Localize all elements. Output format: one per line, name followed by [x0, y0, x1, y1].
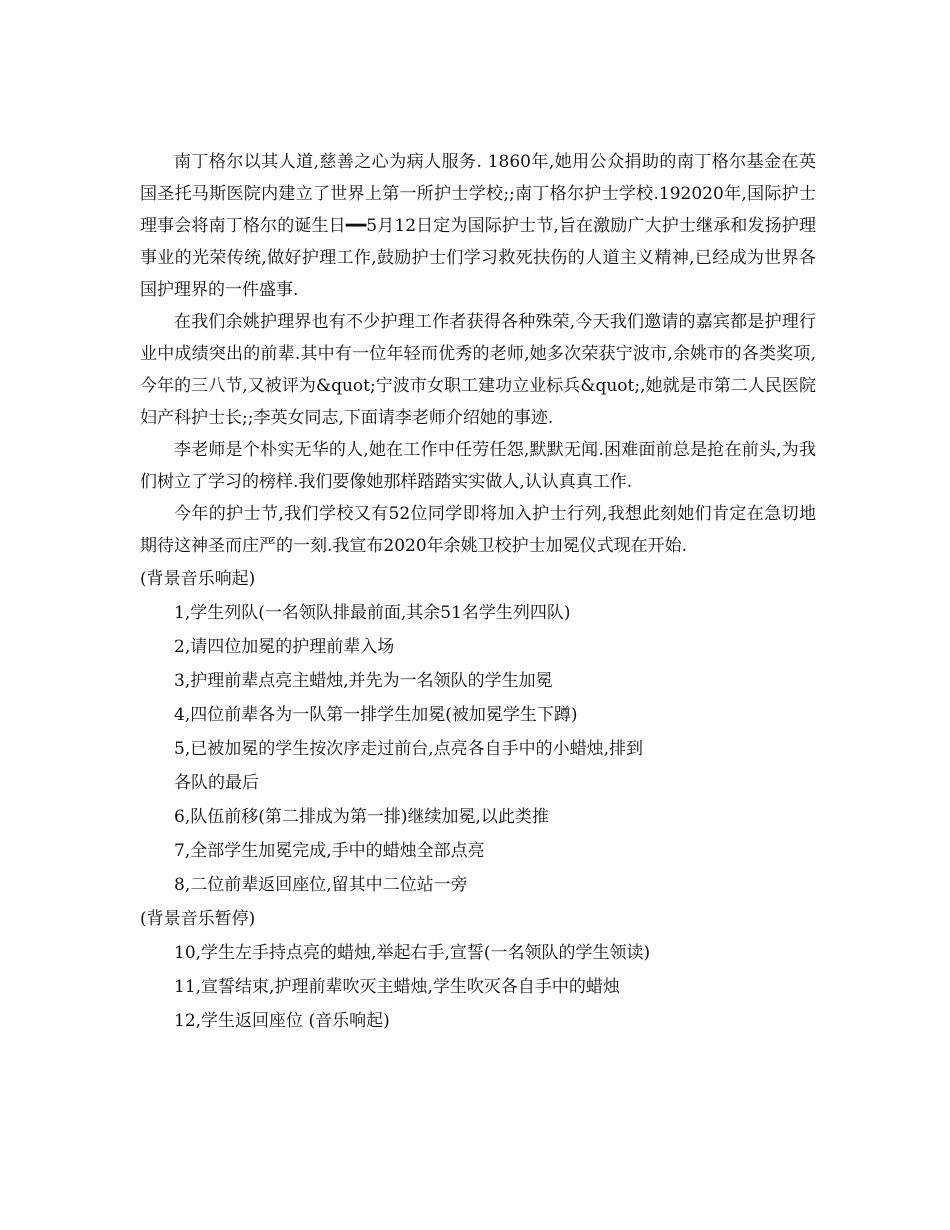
list-item: 12,学生返回座位 (音乐响起) [174, 1011, 390, 1031]
paragraph-teacher-li: 李老师是个朴实无华的人,她在工作中任劳任怨,默默无闻.困难面前总是抢在前头,为我们树立了学习的榜样.我们要像她那样踏踏实实做人,认认真真工作. [140, 440, 816, 492]
document-body [140, 146, 816, 1038]
paragraph-nightingale: 南丁格尔以其人道,慈善之心为病人服务. 1860年,她用公众捐助的南丁格尔基金在英国圣托马斯医院内建立了世界上第一所护士学校;;南丁格尔护士学校.192020年,国际护士理事会将南丁格尔的诞生日━━5月12日定为国际护士节,旨在激励广大护士继承和发扬护理事业的光荣传统,做好护理工作,鼓励护士们学习救死扶伤的人道主义精神,已经成为世界各国护理界的一件盛事. [140, 152, 816, 300]
list-item: 各队的最后 [174, 773, 259, 793]
list-item: 1,学生列队(一名领队排最前面,其余51名学生列四队) [174, 603, 571, 623]
oath-steps-list [140, 936, 816, 1038]
list-item: 2,请四位加冕的护理前辈入场 [174, 637, 395, 657]
ceremony-steps-list [140, 596, 816, 902]
list-item: 3,护理前辈点亮主蜡烛,并先为一名领队的学生加冕 [174, 671, 553, 691]
list-item: 7,全部学生加冕完成,手中的蜡烛全部点亮 [174, 841, 485, 861]
list-item: 11,宣誓结束,护理前辈吹灭主蜡烛,学生吹灭各自手中的蜡烛 [174, 977, 620, 997]
music-start-note: (背景音乐响起) [140, 569, 256, 589]
list-item: 5,已被加冕的学生按次序走过前台,点亮各自手中的小蜡烛,排到 [174, 739, 644, 759]
list-item: 10,学生左手持点亮的蜡烛,举起右手,宣誓(一名领队的学生领读) [174, 943, 651, 963]
list-item: 4,四位前辈各为一队第一排学生加冕(被加冕学生下蹲) [174, 705, 578, 725]
paragraph-guest-intro: 在我们余姚护理界也有不少护理工作者获得各种殊荣,今天我们邀请的嘉宾都是护理行业中成绩突出的前辈.其中有一位年轻而优秀的老师,她多次荣获宁波市,余姚市的各类奖项,今年的三八节,又被评为&quot;宁波市女职工建功立业标兵&quot;,她就是市第二人民医院妇产科护士长;;李英女同志,下面请李老师介绍她的事迹. [140, 312, 816, 428]
music-pause-note: (背景音乐暂停) [140, 909, 256, 929]
paragraph-ceremony-announce: 今年的护士节,我们学校又有52位同学即将加入护士行列,我想此刻她们肯定在急切地期待这神圣而庄严的一刻.我宣布2020年余姚卫校护士加冕仪式现在开始. [140, 504, 816, 556]
list-item: 8,二位前辈返回座位,留其中二位站一旁 [174, 875, 468, 895]
list-item: 6,队伍前移(第二排成为第一排)继续加冕,以此类推 [174, 807, 549, 827]
